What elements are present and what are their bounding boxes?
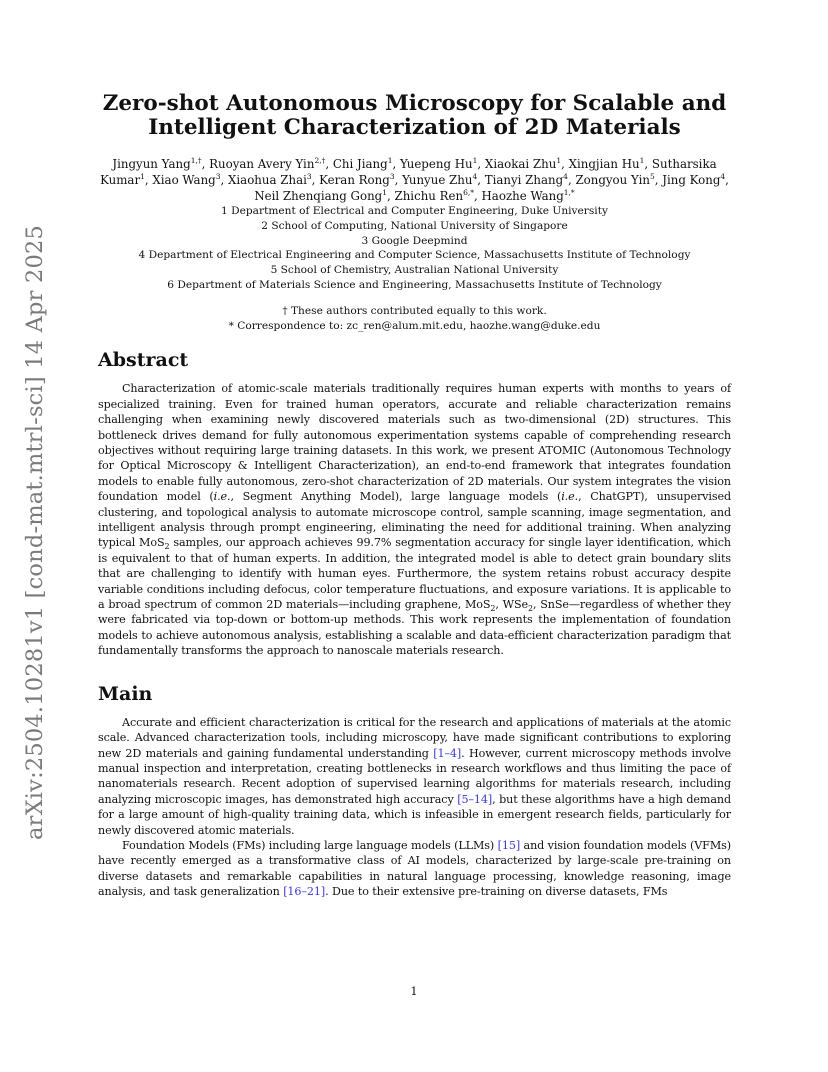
author-affiliation-marker: 3 <box>389 172 395 182</box>
author-affiliation-marker: 3 <box>306 172 312 182</box>
citation-link[interactable]: [15] <box>497 838 521 852</box>
affiliation: 3 Google Deepmind <box>361 234 468 247</box>
title-line-1: Zero-shot Autonomous Microscopy for Scalable and <box>102 91 727 116</box>
author-affiliation-marker: 1,† <box>190 156 202 166</box>
main-paragraph-2: Foundation Models (FMs) including large language models (LLMs) [15] and vision foundation models (VFMs) have recently emerged as a transformative class of AI models, characterized by large-scale pre-training on diverse datasets and remarkable capabilities in natural language processing, knowledge reasoning, image analysis, and task generalization [16–21]. Due to their extensive pre-training on diverse datasets, FMs <box>98 838 731 899</box>
author-name: Yunyue Zhu <box>402 173 473 187</box>
author-name: Yuepeng Hu <box>399 157 473 171</box>
author-affiliation-marker: 1 <box>472 156 478 166</box>
author-affiliation-marker: 4 <box>563 172 568 182</box>
author-affiliation-marker: 5 <box>649 172 655 182</box>
affiliation-list <box>98 204 731 293</box>
author-affiliation-marker: 1 <box>382 188 388 198</box>
author-name: Xingjian Hu <box>568 157 640 171</box>
author-name: Jing Kong <box>662 173 721 187</box>
author-notes <box>98 304 731 334</box>
author <box>333 157 393 171</box>
author <box>485 173 568 187</box>
author <box>209 157 325 171</box>
main-paragraph-1: Accurate and efficient characterization is critical for the research and applications of materials at the atomic scale. Advanced characterization tools, including microscopy, have made significant contributions to exploring new 2D materials and gaining fundamental understanding [1–4]. However, current microscopy methods involve manual inspection and interpretation, creating bottlenecks in research workflows and thus limiting the pace of nanomaterials research. Recent adoption of supervised learning algorithms for materials research, including analyzing microscopic images, has demonstrated high accuracy [5–14], but these algorithms have a high demand for a large amount of high-quality training data, which is infeasible in emergent research fields, particularly for newly discovered atomic materials. <box>98 715 731 837</box>
author-name: Chi Jiang <box>332 157 388 171</box>
author-affiliation-marker: 1,* <box>563 188 575 198</box>
author-name: Zhichu Ren <box>394 189 464 203</box>
citation-link[interactable]: [5–14] <box>457 792 493 806</box>
author-name: Zongyou Yin <box>575 173 650 187</box>
paper-page <box>98 92 731 900</box>
equal-contribution-note: † These authors contributed equally to this work. <box>282 304 547 317</box>
author-name: Keran Rong <box>319 173 390 187</box>
author-affiliation-marker: 3 <box>215 172 221 182</box>
author-name: Ruoyan Avery Yin <box>209 157 315 171</box>
author-name: Xiaokai Zhu <box>484 157 557 171</box>
affiliation: 1 Department of Electrical and Computer Engineering, Duke University <box>221 205 608 217</box>
author-affiliation-marker: 1 <box>639 156 645 166</box>
affiliation: 5 School of Chemistry, Australian National University <box>270 264 559 277</box>
arxiv-sidebar <box>22 224 52 840</box>
author <box>228 173 312 187</box>
author-affiliation-marker: 4 <box>472 172 478 182</box>
author-affiliation-marker: 1 <box>140 172 145 182</box>
author <box>662 173 725 187</box>
abstract-heading: Abstract <box>98 349 189 372</box>
author <box>152 173 220 187</box>
correspondence-note: * Correspondence to: zc_ren@alum.mit.edu, haozhe.wang@duke.edu <box>228 319 601 332</box>
author-name: Xiao Wang <box>152 173 216 187</box>
author-name: Sutharsika Kumar <box>100 157 717 187</box>
author-affiliation-marker: 1 <box>556 156 562 166</box>
author-affiliation-marker: 1 <box>387 156 393 166</box>
author <box>254 189 387 203</box>
author <box>485 157 561 171</box>
author-name: Xiaohua Zhai <box>228 173 307 187</box>
arxiv-identifier: arXiv:2504.10281v1 [cond-mat.mtrl-sci] 14 Apr 2025 <box>22 224 48 840</box>
author-list: Jingyun Yang$^{1,\dagger}$, Ruoyan Avery Yin$^{2,\dagger}$, Chi Jiang$^1$, Yuepeng Hu$^1$, Xiaokai Zhu$^1$, Xingjian Hu$^1$, Sutharsika Kumar$^1$, Xiao Wang$^3$, Xiaohua Zhai$^3$, Keran Rong$^3$, Yunyue Zhu$^4$, Tianyi Zhang$^4$, Zongyou Yin$^5$, Jing Kong$^4$, Neil Zhenqiang Gong$^1$, Zhichu Ren$^{6,*}$, Haozhe Wang$^{1,*}$ <box>100 156 729 203</box>
author-name: Tianyi Zhang <box>484 173 564 187</box>
author-name: Jingyun Yang <box>112 157 191 171</box>
author <box>575 173 654 187</box>
author <box>319 173 394 187</box>
author <box>482 189 575 203</box>
main-heading: Main <box>98 682 153 705</box>
author-affiliation-marker: 6,* <box>463 188 475 198</box>
paper-title <box>98 92 731 140</box>
affiliation: 4 Department of Electrical Engineering and Computer Science, Massachusetts Institute of Technology <box>138 249 691 262</box>
author-name: Neil Zhenqiang Gong <box>254 189 383 203</box>
citation-link[interactable]: [1–4] <box>433 746 462 760</box>
title-line-2: Intelligent Characterization of 2D Materials <box>148 115 681 140</box>
page-number: 1 <box>410 985 418 998</box>
affiliation: 6 Department of Materials Science and Engineering, Massachusetts Institute of Technology <box>167 278 662 291</box>
affiliation: 2 School of Computing, National University of Singapore <box>261 219 568 232</box>
author <box>569 157 645 171</box>
author <box>395 189 475 203</box>
author <box>400 157 477 171</box>
abstract-paragraph: Characterization of atomic-scale materials traditionally requires human experts with months to years of specialized training. Even for trained human operators, accurate and reliable characterization remains challenging when examining newly discovered materials such as two-dimensional (2D) structures. This bottleneck drives demand for fully autonomous experimentation systems capable of comprehending research objectives without requiring large training datasets. In this work, we present ATOMIC (Autonomous Technology for Optical Microscopy & Intelligent Characterization), an end-to-end framework that integrates foundation models to enable fully autonomous, zero-shot characterization of 2D materials. Our system integrates the vision foundation model (i.e., Segment Anything Model), large language models (i.e., ChatGPT), unsupervised clustering, and topological analysis to automate microscope control, sample scanning, image segmentation, and intelligent analysis through prompt engineering, eliminating the need for additional training. When analyzing typical MoS$_2$ samples, our approach achieves 99.7% segmentation accuracy for single layer identification, which is equivalent to that of human experts. In addition, the integrated model is able to detect grain boundary slits that are challenging to identify with human eyes. Furthermore, the system retains robust accuracy despite variable conditions including defocus, color temperature fluctuations, and exposure variations. It is applicable to a broad spectrum of common 2D materials—including graphene, MoS$_2$, WSe$_2$, SnSe—regardless of whether they were fabricated via top-down or bottom-up methods. This work represents the implementation of foundation models to achieve autonomous analysis, establishing a scalable and data-efficient characterization paradigm that fundamentally transforms the approach to nanoscale materials research. <box>98 382 731 658</box>
author-affiliation-marker: 2,† <box>314 156 326 166</box>
citation-link[interactable]: [16–21] <box>283 885 326 899</box>
author <box>112 157 201 171</box>
author <box>402 173 477 187</box>
author-affiliation-marker: 4 <box>720 172 726 182</box>
author-name: Haozhe Wang <box>481 189 564 203</box>
